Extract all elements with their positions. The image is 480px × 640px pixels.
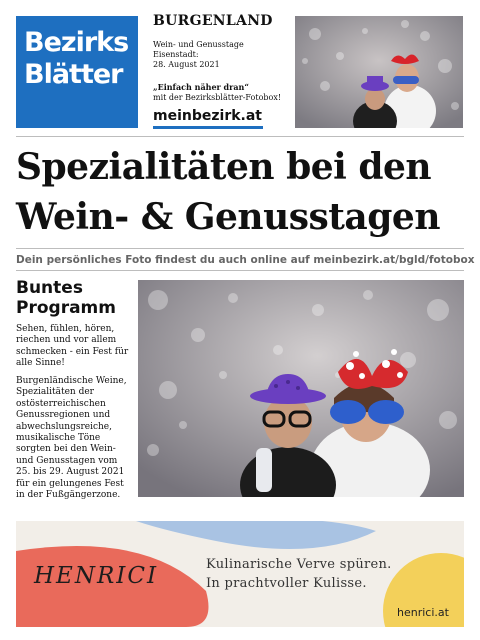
page-headline (16, 142, 466, 242)
logo-line-2: Blätter (24, 59, 123, 90)
fotobox-main-photo (138, 280, 464, 497)
fotobox-tagline (153, 82, 283, 103)
tagline-bold: „Einfach näher dran“ (153, 82, 249, 92)
edition-info (153, 40, 278, 70)
headline-divider (16, 248, 464, 249)
bezirksblaetter-logo[interactable] (16, 16, 138, 128)
thumbnail-photo-art (295, 16, 463, 128)
site-link[interactable]: meinbezirk.at (153, 108, 262, 124)
sidebar-title-line-2: Programm (16, 298, 116, 318)
main-photo-art (138, 280, 464, 497)
logo-line-1: Bezirks (24, 27, 129, 58)
masthead-divider (16, 136, 464, 137)
henrici-logo: HENRICI (34, 563, 159, 589)
edition-line-2: Eisenstadt: (153, 50, 199, 59)
edition-line-1: Wein- und Genusstage (153, 40, 244, 49)
ad-text-line-2: In prachtvoller Kulisse. (206, 576, 367, 591)
photobox-thumbnail-photo (295, 16, 463, 128)
sidebar-paragraph-1: Sehen, fühlen, hören, riechen und vor allem schmecken - ein Fest für alle Sinne! (16, 324, 129, 369)
headline-line-2: Wein- & Genusstagen (16, 196, 440, 238)
ad-url-link[interactable]: henrici.at (397, 606, 449, 619)
tagline-rest: mit der Bezirksblätter-Fotobox! (153, 93, 282, 102)
sidebar-title (16, 278, 131, 318)
sidebar-paragraph-2: Burgenländische Weine, Spezialitäten der ostösterreichischen Genussregionen und abwechslungsreiche, musikalische Töne sorgten bei den Wein- und Genusstagen vom 25. bis 29. August 2021 für ein gelungenes Fest in der Fußgängerzone. (16, 376, 127, 501)
ad-text-line-1: Kulinarische Verve spüren. (206, 557, 392, 572)
sidebar-title-line-1: Buntes (16, 278, 83, 298)
headline-line-1: Spezialitäten bei den (16, 146, 432, 188)
edition-line-3: 28. August 2021 (153, 60, 220, 69)
region-label: BURGENLAND (153, 13, 273, 29)
site-underline (153, 126, 263, 129)
subline-divider (16, 270, 464, 271)
fotobox-subline: Dein persönliches Foto findest du auch online auf meinbezirk.at/bgld/fotobox (16, 254, 475, 266)
